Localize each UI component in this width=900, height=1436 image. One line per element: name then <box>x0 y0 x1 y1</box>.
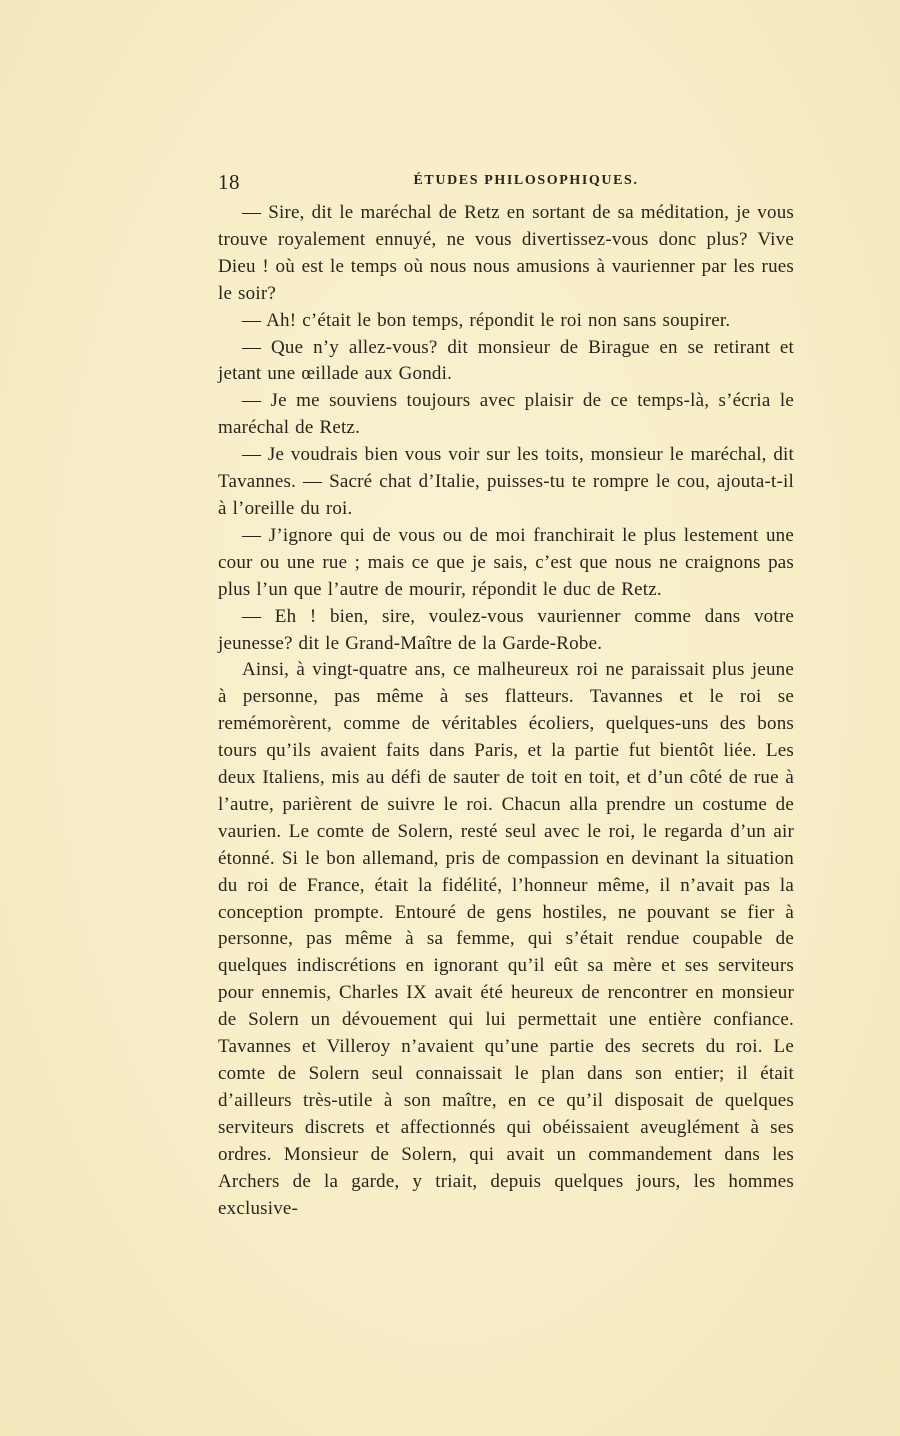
paragraph: — Sire, dit le maréchal de Retz en sortant de sa méditation, je vous trouve royalement ennuyé, ne vous divertissez-vous donc plus? Vive Dieu ! où est le temps où nous nous amusions à vaurienner par les rues le soir? <box>218 202 794 304</box>
paragraph: — Ah! c’était le bon temps, répondit le roi non sans soupirer. <box>242 309 731 331</box>
page-number: 18 <box>218 170 240 194</box>
paragraph: — Je me souviens toujours avec plaisir de ce temps-là, s’écria le maréchal de Retz. <box>218 390 794 439</box>
body-text <box>218 200 794 1222</box>
running-title: ÉTUDES PHILOSOPHIQUES. <box>413 173 639 188</box>
paragraph: — Eh ! bien, sire, voulez-vous vaurienner comme dans votre jeunesse? dit le Grand-Maître de la Garde-Robe. <box>218 605 794 654</box>
paragraph: — Que n’y allez-vous? dit monsieur de Birague en se retirant et jetant une œillade aux Gondi. <box>218 336 794 385</box>
page-header <box>218 170 794 196</box>
paragraph: Ainsi, à vingt-quatre ans, ce malheureux roi ne paraissait plus jeune à personne, pas même à ses flatteurs. Tavannes et le roi se remémorèrent, comme de véritables écoliers, quelques-uns des bons tours qu’ils avaient faits dans Paris, et la partie fut bientôt liée. Les deux Italiens, mis au défi de sauter de toit en toit, et d’un côté de rue à l’autre, parièrent de suivre le roi. Chacun alla prendre un costume de vaurien. Le comte de Solern, resté seul avec le roi, le regarda d’un air étonné. Si le bon allemand, pris de compassion en devinant la situation du roi de France, était la fidélité, l’honneur même, il n’avait pas la conception prompte. Entouré de gens hostiles, ne pouvant se fier à personne, pas même à sa femme, qui s’était rendue coupable de quelques indiscrétions en ignorant qu’il eût sa mère et ses serviteurs pour ennemis, Charles IX avait été heureux de rencontrer en monsieur de Solern un dévouement qui lui permettait une entière confiance. Tavannes et Villeroy n’avaient qu’une partie des secrets du roi. Le comte de Solern seul connaissait le plan dans son entier; il était d’ailleurs très-utile à son maître, en ce qu’il disposait de quelques serviteurs discrets et affectionnés qui obéissaient aveuglément à ses ordres. Monsieur de Solern, qui avait un commandement dans les Archers de la garde, y triait, depuis quelques jours, les hommes exclusive- <box>218 659 794 1219</box>
paragraph: — J’ignore qui de vous ou de moi franchirait le plus lestement une cour ou une rue ; mais ce que je sais, c’est que nous ne craignons pas plus l’un que l’autre de mourir, répondit le duc de Retz. <box>218 524 794 600</box>
paragraph: — Je voudrais bien vous voir sur les toits, monsieur le maréchal, dit Tavannes. — Sacré chat d’Italie, puisses-tu te rompre le cou, ajouta-t-il à l’oreille du roi. <box>218 444 794 519</box>
